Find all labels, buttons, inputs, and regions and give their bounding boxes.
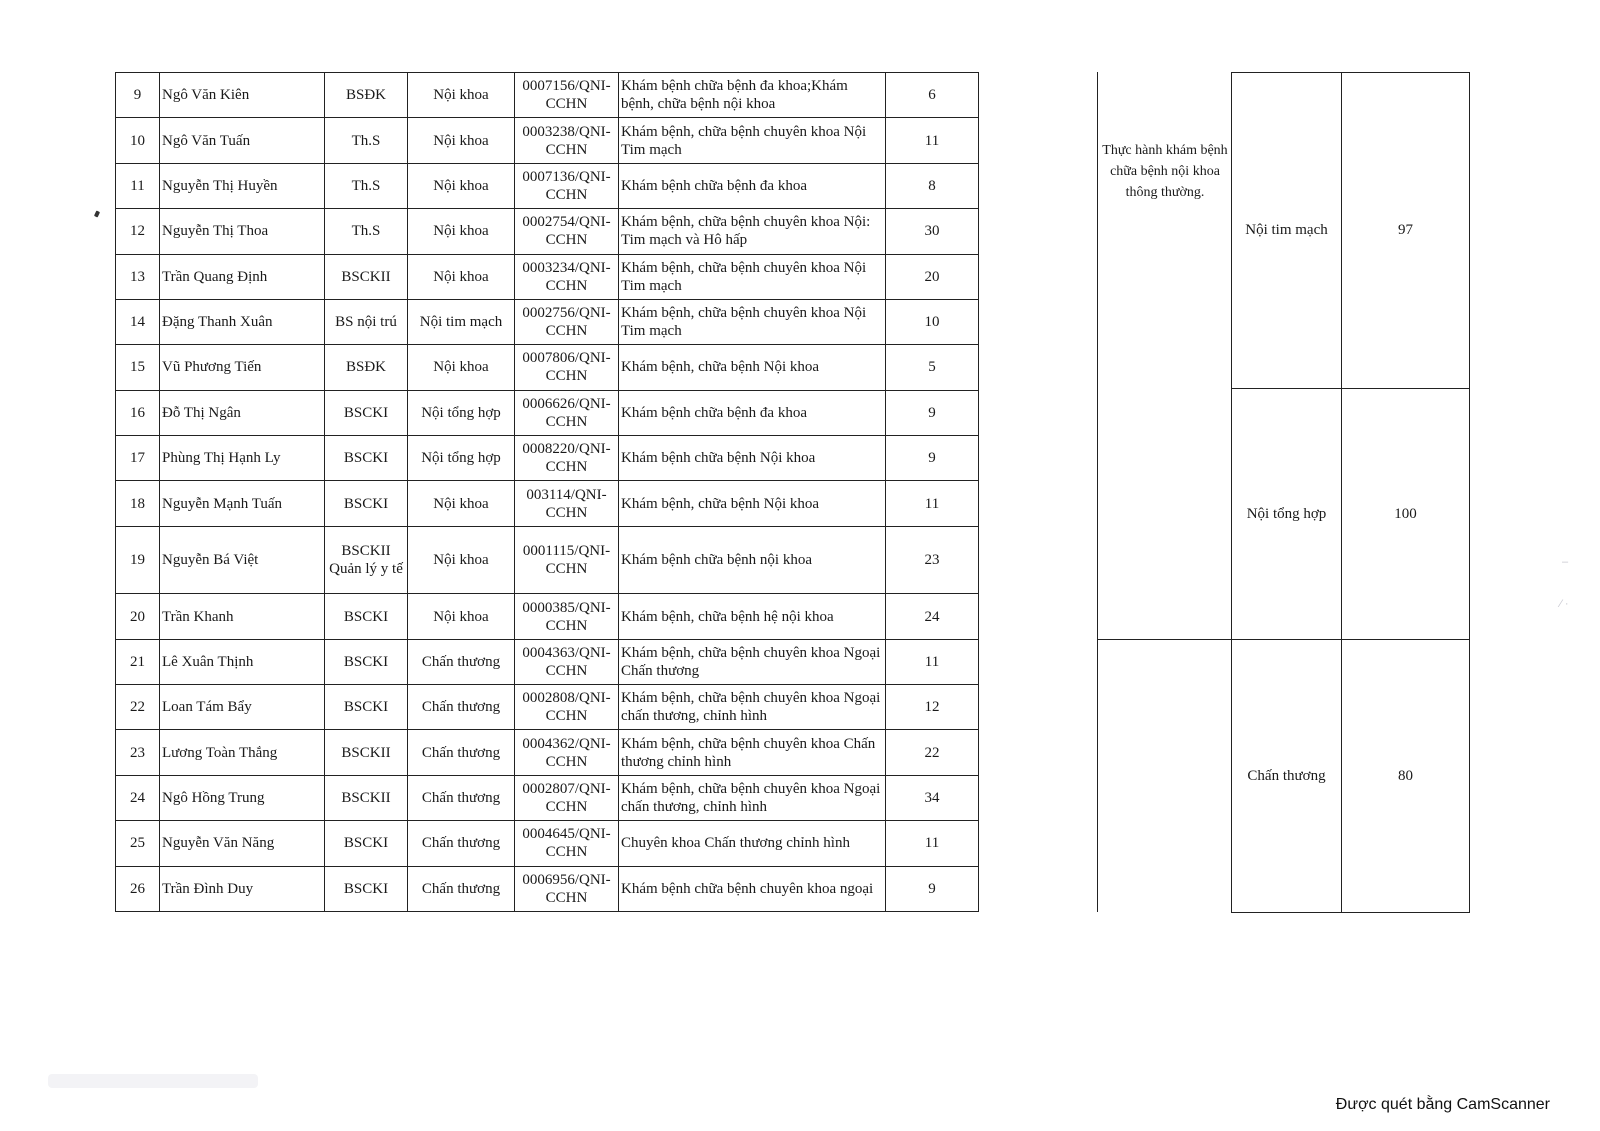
staff-specialty: Nội khoa <box>408 73 515 118</box>
table-row <box>116 685 979 730</box>
row-number: 16 <box>116 390 160 435</box>
staff-name: Ngô Hồng Trung <box>160 775 325 820</box>
table-row <box>116 481 979 526</box>
staff-degree: BSCKI <box>325 436 408 481</box>
department-name: Chấn thương <box>1232 640 1342 913</box>
department-name: Nội tổng hợp <box>1232 389 1342 640</box>
certificate-number: 0006956/QNI-CCHN <box>515 866 619 911</box>
years-of-experience: 9 <box>886 390 979 435</box>
practice-scope: Khám bệnh, chữa bệnh chuyên khoa Ngoại Chấn thương <box>619 639 886 684</box>
row-number: 18 <box>116 481 160 526</box>
years-of-experience: 23 <box>886 526 979 594</box>
department-name: Nội tim mạch <box>1232 73 1342 389</box>
years-of-experience: 10 <box>886 299 979 344</box>
row-number: 24 <box>116 775 160 820</box>
staff-specialty: Chấn thương <box>408 866 515 911</box>
certificate-number: 003114/QNI-CCHN <box>515 481 619 526</box>
staff-degree: BSCKI <box>325 481 408 526</box>
table-row <box>116 730 979 775</box>
staff-specialty: Chấn thương <box>408 639 515 684</box>
practice-scope: Khám bệnh, chữa bệnh chuyên khoa Nội Tim mạch <box>619 254 886 299</box>
table-row <box>116 526 979 594</box>
staff-specialty: Chấn thương <box>408 821 515 866</box>
table-row <box>116 345 979 390</box>
table-row <box>116 594 979 639</box>
staff-name: Trần Đình Duy <box>160 866 325 911</box>
scan-artifact: ⁄ · <box>1560 598 1569 610</box>
staff-specialty: Nội tim mạch <box>408 299 515 344</box>
years-of-experience: 6 <box>886 73 979 118</box>
department-row <box>1232 73 1470 389</box>
years-of-experience: 24 <box>886 594 979 639</box>
staff-degree: Th.S <box>325 163 408 208</box>
scan-speck <box>94 210 100 217</box>
years-of-experience: 11 <box>886 118 979 163</box>
staff-specialty: Chấn thương <box>408 730 515 775</box>
staff-name: Nguyễn Thị Thoa <box>160 209 325 254</box>
staff-specialty: Nội khoa <box>408 209 515 254</box>
staff-degree: BSCKII <box>325 254 408 299</box>
table-row <box>116 163 979 208</box>
staff-specialty: Nội khoa <box>408 118 515 163</box>
years-of-experience: 11 <box>886 639 979 684</box>
staff-name: Nguyễn Mạnh Tuấn <box>160 481 325 526</box>
certificate-number: 0004363/QNI-CCHN <box>515 639 619 684</box>
table-row <box>116 866 979 911</box>
department-count: 97 <box>1342 73 1470 389</box>
staff-degree: BSCKI <box>325 685 408 730</box>
row-number: 21 <box>116 639 160 684</box>
staff-specialty: Nội khoa <box>408 163 515 208</box>
practice-column-border <box>1097 72 1098 912</box>
staff-name: Đỗ Thị Ngân <box>160 390 325 435</box>
staff-degree: BSĐK <box>325 345 408 390</box>
row-number: 14 <box>116 299 160 344</box>
staff-name: Nguyễn Thị Huyền <box>160 163 325 208</box>
practice-scope: Khám bệnh chữa bệnh đa khoa <box>619 390 886 435</box>
staff-specialty: Nội tổng hợp <box>408 436 515 481</box>
table-row <box>116 118 979 163</box>
practice-description: Thực hành khám bệnh chữa bệnh nội khoa thông thường. <box>1102 143 1228 200</box>
staff-degree: BSCKI <box>325 390 408 435</box>
staff-degree: BSCKII Quản lý y tế <box>325 526 408 594</box>
staff-specialty: Chấn thương <box>408 685 515 730</box>
staff-name: Đặng Thanh Xuân <box>160 299 325 344</box>
staff-table <box>115 72 979 912</box>
staff-specialty: Nội khoa <box>408 254 515 299</box>
table-row <box>116 209 979 254</box>
staff-degree: BSCKI <box>325 639 408 684</box>
table-row <box>116 639 979 684</box>
staff-degree: BSCKII <box>325 730 408 775</box>
years-of-experience: 11 <box>886 821 979 866</box>
years-of-experience: 9 <box>886 866 979 911</box>
practice-scope: Khám bệnh chữa bệnh nội khoa <box>619 526 886 594</box>
row-number: 12 <box>116 209 160 254</box>
certificate-number: 0002807/QNI-CCHN <box>515 775 619 820</box>
certificate-number: 0002756/QNI-CCHN <box>515 299 619 344</box>
staff-specialty: Nội tổng hợp <box>408 390 515 435</box>
practice-scope: Chuyên khoa Chấn thương chỉnh hình <box>619 821 886 866</box>
staff-name: Phùng Thị Hạnh Ly <box>160 436 325 481</box>
row-number: 15 <box>116 345 160 390</box>
practice-divider <box>1097 639 1231 640</box>
years-of-experience: 11 <box>886 481 979 526</box>
row-number: 22 <box>116 685 160 730</box>
staff-degree: BSCKI <box>325 866 408 911</box>
certificate-number: 0006626/QNI-CCHN <box>515 390 619 435</box>
staff-name: Nguyễn Bá Việt <box>160 526 325 594</box>
department-count: 100 <box>1342 389 1470 640</box>
practice-scope: Khám bệnh chữa bệnh chuyên khoa ngoại <box>619 866 886 911</box>
certificate-number: 0008220/QNI-CCHN <box>515 436 619 481</box>
certificate-number: 0002808/QNI-CCHN <box>515 685 619 730</box>
staff-specialty: Chấn thương <box>408 775 515 820</box>
staff-name: Vũ Phương Tiến <box>160 345 325 390</box>
table-row <box>116 821 979 866</box>
practice-scope: Khám bệnh, chữa bệnh chuyên khoa Chấn thương chỉnh hình <box>619 730 886 775</box>
years-of-experience: 12 <box>886 685 979 730</box>
certificate-number: 0007156/QNI-CCHN <box>515 73 619 118</box>
department-row <box>1232 389 1470 640</box>
row-number: 9 <box>116 73 160 118</box>
years-of-experience: 34 <box>886 775 979 820</box>
staff-name: Nguyễn Văn Năng <box>160 821 325 866</box>
certificate-number: 0007136/QNI-CCHN <box>515 163 619 208</box>
staff-name: Trần Khanh <box>160 594 325 639</box>
staff-name: Ngô Văn Tuấn <box>160 118 325 163</box>
staff-table-body <box>116 73 979 912</box>
practice-scope: Khám bệnh chữa bệnh đa khoa;Khám bệnh, chữa bệnh nội khoa <box>619 73 886 118</box>
staff-name: Lương Toàn Thắng <box>160 730 325 775</box>
department-table <box>1231 72 1470 913</box>
certificate-number: 0003234/QNI-CCHN <box>515 254 619 299</box>
staff-degree: BSĐK <box>325 73 408 118</box>
row-number: 10 <box>116 118 160 163</box>
certificate-number: 0004362/QNI-CCHN <box>515 730 619 775</box>
camscanner-footer: Được quét bằng CamScanner <box>1335 1096 1550 1113</box>
row-number: 20 <box>116 594 160 639</box>
years-of-experience: 20 <box>886 254 979 299</box>
practice-panel <box>1097 72 1469 912</box>
row-number: 13 <box>116 254 160 299</box>
table-row <box>116 390 979 435</box>
table-row <box>116 436 979 481</box>
years-of-experience: 8 <box>886 163 979 208</box>
staff-specialty: Nội khoa <box>408 481 515 526</box>
practice-scope: Khám bệnh, chữa bệnh chuyên khoa Ngoại chấn thương, chỉnh hình <box>619 685 886 730</box>
practice-scope: Khám bệnh chữa bệnh đa khoa <box>619 163 886 208</box>
staff-name: Ngô Văn Kiên <box>160 73 325 118</box>
certificate-number: 0000385/QNI-CCHN <box>515 594 619 639</box>
certificate-number: 0003238/QNI-CCHN <box>515 118 619 163</box>
practice-scope: Khám bệnh, chữa bệnh chuyên khoa Nội: Tim mạch và Hô hấp <box>619 209 886 254</box>
table-row <box>116 254 979 299</box>
certificate-number: 0002754/QNI-CCHN <box>515 209 619 254</box>
staff-specialty: Nội khoa <box>408 594 515 639</box>
staff-name: Trần Quang Định <box>160 254 325 299</box>
staff-specialty: Nội khoa <box>408 526 515 594</box>
years-of-experience: 30 <box>886 209 979 254</box>
scan-artifact: – <box>1562 556 1569 568</box>
row-number: 17 <box>116 436 160 481</box>
years-of-experience: 9 <box>886 436 979 481</box>
practice-scope: Khám bệnh, chữa bệnh hệ nội khoa <box>619 594 886 639</box>
department-count: 80 <box>1342 640 1470 913</box>
staff-degree: Th.S <box>325 209 408 254</box>
staff-degree: Th.S <box>325 118 408 163</box>
staff-degree: BSCKI <box>325 821 408 866</box>
staff-degree: BSCKII <box>325 775 408 820</box>
years-of-experience: 22 <box>886 730 979 775</box>
practice-scope: Khám bệnh, chữa bệnh chuyên khoa Nội Tim mạch <box>619 118 886 163</box>
staff-specialty: Nội khoa <box>408 345 515 390</box>
practice-scope: Khám bệnh chữa bệnh Nội khoa <box>619 436 886 481</box>
staff-name: Lê Xuân Thịnh <box>160 639 325 684</box>
table-row <box>116 73 979 118</box>
table-row <box>116 299 979 344</box>
practice-scope: Khám bệnh, chữa bệnh Nội khoa <box>619 481 886 526</box>
certificate-number: 0001115/QNI-CCHN <box>515 526 619 594</box>
table-row <box>116 775 979 820</box>
row-number: 25 <box>116 821 160 866</box>
row-number: 26 <box>116 866 160 911</box>
practice-scope: Khám bệnh, chữa bệnh chuyên khoa Ngoại chấn thương, chỉnh hình <box>619 775 886 820</box>
certificate-number: 0004645/QNI-CCHN <box>515 821 619 866</box>
scan-smudge <box>48 1074 258 1088</box>
department-row <box>1232 640 1470 913</box>
years-of-experience: 5 <box>886 345 979 390</box>
staff-name: Loan Tám Bẩy <box>160 685 325 730</box>
certificate-number: 0007806/QNI-CCHN <box>515 345 619 390</box>
row-number: 23 <box>116 730 160 775</box>
staff-degree: BSCKI <box>325 594 408 639</box>
row-number: 11 <box>116 163 160 208</box>
row-number: 19 <box>116 526 160 594</box>
staff-degree: BS nội trú <box>325 299 408 344</box>
practice-scope: Khám bệnh, chữa bệnh chuyên khoa Nội Tim mạch <box>619 299 886 344</box>
practice-scope: Khám bệnh, chữa bệnh Nội khoa <box>619 345 886 390</box>
